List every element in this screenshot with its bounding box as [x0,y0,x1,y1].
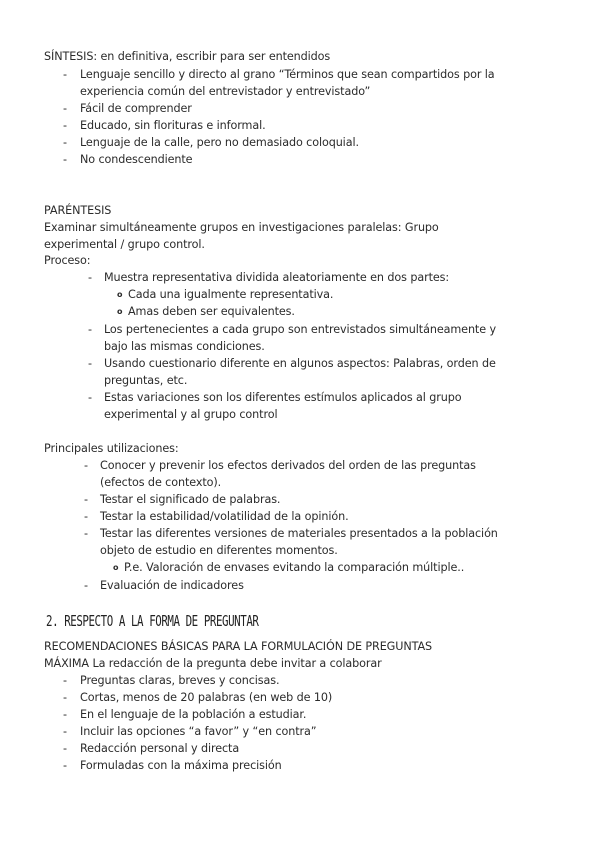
parentesis-desc: Examinar simultáneamente grupos en investigaciones paralelas: Grupo [44,221,439,234]
list-dash: - [63,759,68,772]
list-dash: - [84,459,89,472]
parentesis-title: PARÉNTESIS [44,204,112,217]
sub-bullet-marker: o [117,307,123,316]
list-dash: - [88,323,93,336]
list-item: Preguntas claras, breves y concisas. [80,674,280,687]
list-dash: - [63,674,68,687]
list-item: Testar las diferentes versiones de materiales presentados a la población [100,527,498,540]
list-item: Conocer y prevenir los efectos derivados del orden de las preguntas [100,459,476,472]
list-item: Incluir las opciones “a favor” y “en contra” [80,725,317,738]
list-item: Usando cuestionario diferente en algunos aspectos: Palabras, orden de [104,357,496,370]
list-item-continuation: preguntas, etc. [104,374,188,387]
sub-list-item: Amas deben ser equivalentes. [128,305,295,318]
list-item: Estas variaciones son los diferentes estímulos aplicados al grupo [104,391,462,404]
list-item-continuation: (efectos de contexto). [100,476,222,489]
proceso-label: Proceso: [44,254,91,267]
list-dash: - [88,271,93,284]
list-dash: - [63,742,68,755]
list-dash: - [84,579,89,592]
list-item: No condescendiente [80,153,193,166]
list-item-continuation: experimental y al grupo control [104,408,278,421]
section-heading: 2. RESPECTO A LA FORMA DE PREGUNTAR [46,612,259,630]
list-dash: - [88,391,93,404]
list-item: Los pertenecientes a cada grupo son entrevistados simultáneamente y [104,323,496,336]
list-dash: - [63,68,68,81]
list-dash: - [84,510,89,523]
list-item-continuation: objeto de estudio en diferentes momentos. [100,544,338,557]
list-item: Educado, sin florituras e informal. [80,119,266,132]
list-dash: - [63,153,68,166]
maxima-text: La redacción de la pregunta debe invitar a colaborar [88,657,382,670]
parentesis-desc: experimental / grupo control. [44,238,205,251]
sintesis-intro: SÍNTESIS: en definitiva, escribir para ser entendidos [44,50,331,63]
list-item: Redacción personal y directa [80,742,240,755]
list-item: Fácil de comprender [80,102,192,115]
list-dash: - [63,136,68,149]
maxima-caps: MÁXIMA [44,657,89,670]
sub-list-item: P.e. Valoración de envases evitando la comparación múltiple.. [124,561,465,574]
list-dash: - [63,691,68,704]
list-dash: - [88,357,93,370]
list-item: Cortas, menos de 20 palabras (en web de 10) [80,691,333,704]
utilizaciones-title: Principales utilizaciones: [44,442,179,455]
list-dash: - [84,527,89,540]
list-item-continuation: experiencia común del entrevistador y entrevistado” [80,85,371,98]
sub-bullet-marker: o [117,290,123,299]
maxima-line [44,656,382,672]
sub-bullet-marker: o [113,563,119,572]
list-item: Evaluación de indicadores [100,579,244,592]
list-item: En el lenguaje de la población a estudiar. [80,708,307,721]
section-subtitle: RECOMENDACIONES BÁSICAS PARA LA FORMULACIÓN DE PREGUNTAS [44,640,433,653]
list-item: Muestra representativa dividida aleatoriamente en dos partes: [104,271,450,284]
list-item-continuation: bajo las mismas condiciones. [104,340,265,353]
list-dash: - [63,725,68,738]
list-item: Formuladas con la máxima precisión [80,759,282,772]
list-item: Lenguaje de la calle, pero no demasiado coloquial. [80,136,359,149]
list-dash: - [63,708,68,721]
list-item: Lenguaje sencillo y directo al grano “Términos que sean compartidos por la [80,68,495,81]
sub-list-item: Cada una igualmente representativa. [128,288,334,301]
list-dash: - [84,493,89,506]
list-dash: - [63,102,68,115]
list-item: Testar la estabilidad/volatilidad de la opinión. [100,510,349,523]
list-dash: - [63,119,68,132]
list-item: Testar el significado de palabras. [100,493,281,506]
